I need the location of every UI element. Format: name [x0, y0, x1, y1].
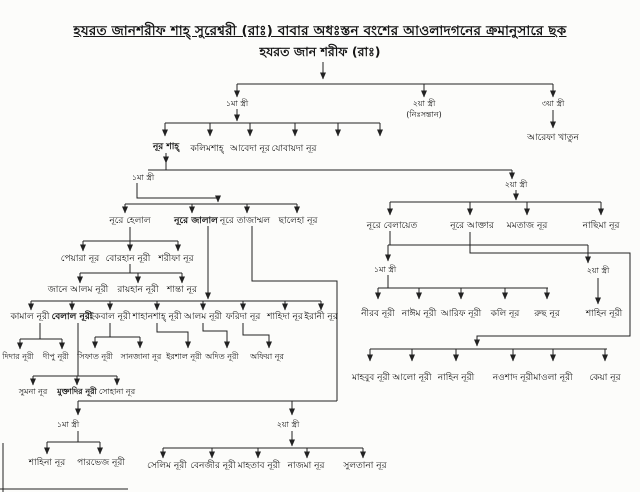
- person-node: নূরে জালাল: [174, 216, 218, 226]
- person-node: নূরে বেলায়েত: [366, 221, 418, 231]
- person-node: অফিয়া নূর: [250, 352, 284, 361]
- diagram-title: হযরত জানশরীফ শাহ্ সুরেশ্বরী (রাঃ) বাবার অধঃস্তন বংশের আওলাদগনের ক্রমানুসারে ছক: [73, 23, 567, 39]
- person-node: জানে আলম নূরী: [47, 285, 109, 295]
- person-node: নূরে আক্তার: [450, 221, 494, 231]
- person-node: আরিফ নূরী: [440, 309, 482, 319]
- person-node: শান্তা নূর: [167, 285, 197, 295]
- tree-edge: [470, 232, 630, 346]
- person-node: নূরে তাজাম্মল: [219, 216, 271, 226]
- person-node: নাজমা নূর: [287, 461, 325, 471]
- wife-node: ৩য়া স্ত্রী: [541, 99, 565, 108]
- person-node: আলো নূরী: [392, 373, 432, 383]
- person-node: মুক্তাদির নূরী: [57, 387, 97, 396]
- wife-node: ২য়া স্ত্রী: [586, 266, 610, 275]
- person-node: নাহিন নূরী: [437, 373, 475, 383]
- person-node: পেয়ারা নূর: [60, 254, 100, 264]
- wife-node: ১মা স্ত্রী: [373, 265, 397, 274]
- wife-node: ১মা স্ত্রী: [131, 173, 155, 182]
- wife-node: ২য়া স্ত্রী: [504, 180, 528, 189]
- wife-node: ২য়া স্ত্রী: [276, 420, 300, 429]
- person-node: ছালেহা নূর: [278, 216, 318, 226]
- person-node: সুলতানা নূর: [343, 461, 387, 471]
- person-node: মাহতাব নূরী: [237, 461, 281, 471]
- root-person-name: হযরত জান শরীফ (রাঃ): [259, 44, 381, 59]
- person-node: মাওলা নূরী: [533, 373, 573, 383]
- tree-edge: [157, 323, 188, 348]
- person-node: নূরে হেলাল: [109, 216, 151, 226]
- edge-layer: [0, 62, 630, 492]
- wife-node: ২য়া স্ত্রী: [412, 99, 436, 108]
- person-node: আবেদা নূর: [230, 144, 270, 154]
- person-node: নাছিমা নূর: [582, 221, 620, 231]
- person-node: কেয়া নূর: [589, 373, 621, 383]
- person-node: শাহিন নূরী: [585, 309, 623, 319]
- wife-node: ১মা স্ত্রী: [225, 99, 249, 108]
- person-node: নওশাদ নূরী: [492, 373, 534, 383]
- person-node: ইরশাল নূরী: [166, 352, 202, 361]
- tree-edge: [137, 183, 218, 202]
- person-node: নীরব নূরী: [361, 309, 395, 319]
- person-node: কলি নূর: [490, 309, 520, 319]
- person-node: ফরিদা নূর: [225, 312, 261, 322]
- person-node: মমতাজ নূর: [506, 221, 548, 231]
- person-node: শরীফা নূর: [158, 254, 194, 264]
- person-node: ইকবাল নূরী: [89, 312, 131, 322]
- tree-edge: [203, 323, 227, 348]
- person-node: সোহানা নূর: [98, 387, 136, 396]
- person-node: আরেফা খাতুন: [527, 133, 579, 143]
- person-node: দীপু নূরী: [43, 352, 69, 361]
- person-node: আলম নূরী: [184, 312, 222, 322]
- person-node: নূর শাহ্: [152, 142, 180, 152]
- person-node: ইরানী নূর: [304, 312, 338, 322]
- person-node: কামাল নূরী: [10, 312, 50, 322]
- person-node: বেনজীর নূরী: [190, 461, 236, 471]
- person-node: মাহবুব নূরী: [351, 373, 391, 383]
- person-node: বেলাল নূরী: [51, 312, 93, 322]
- person-node: নাঈম নূরী: [401, 309, 437, 319]
- person-node: সিফাত নূরী: [77, 352, 113, 361]
- person-node: দিদার নূরী: [2, 352, 34, 361]
- person-node: সুমনা নূর: [18, 387, 48, 396]
- person-node: অদিত নূরী: [205, 352, 239, 361]
- tree-edge: [243, 323, 269, 348]
- person-node: যোবায়দা নূর: [271, 144, 317, 154]
- person-node: বোরহান নূরী: [105, 254, 151, 264]
- person-node: রুছ নূর: [534, 309, 560, 319]
- person-node: শাহিনা নূর: [28, 458, 66, 468]
- wife-node: ১মা স্ত্রী: [56, 420, 80, 429]
- person-node: রায়হান নূরী: [117, 285, 159, 295]
- person-node: সানজানা নূর: [120, 352, 162, 361]
- person-node: কলিমশাহ্: [190, 144, 224, 154]
- person-node: (নিঃসন্তান): [406, 110, 442, 119]
- person-node: সেলিম নূরী: [147, 461, 187, 471]
- person-node: শাহিদা নূর: [267, 312, 303, 322]
- person-node: পারভেজ নূরী: [77, 458, 125, 468]
- person-node: শাহানশাহ্ নূরী: [132, 312, 182, 322]
